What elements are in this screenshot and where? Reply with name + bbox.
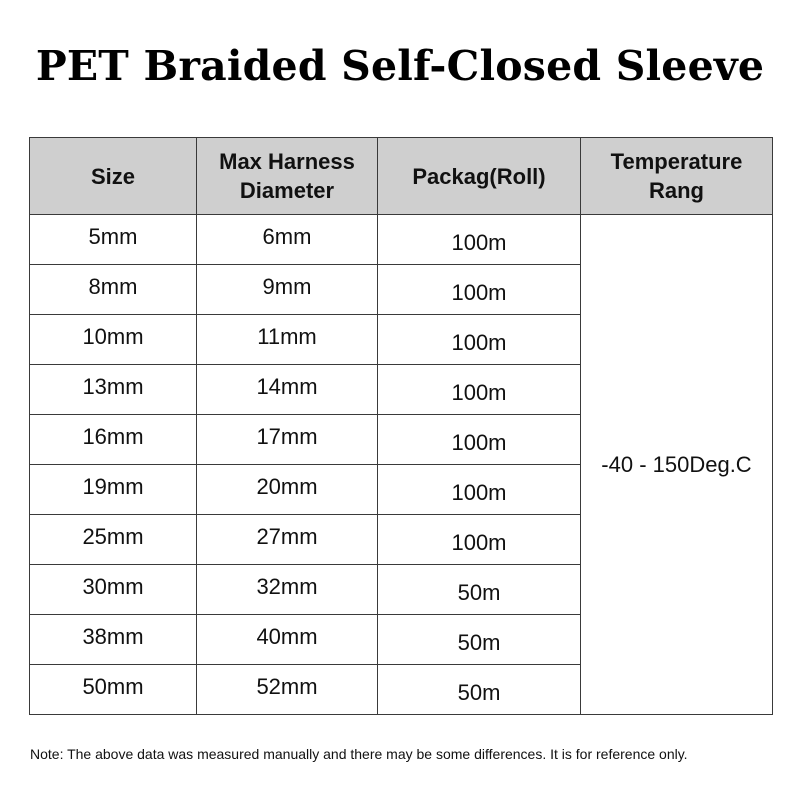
diameter-cell [197, 215, 378, 265]
size-cell [30, 415, 197, 465]
package-value: 100m [451, 279, 507, 305]
size-value: 16mm [82, 423, 144, 449]
diameter-cell [197, 615, 378, 665]
header-temperature-line1: Temperature [610, 149, 743, 174]
size-value: 8mm [88, 273, 138, 299]
size-cell [30, 215, 197, 265]
header-size-label: Size [90, 163, 136, 189]
header-diameter-line2: Diameter [239, 178, 335, 203]
package-cell [378, 265, 581, 315]
size-value: 10mm [82, 323, 144, 349]
diameter-cell [197, 315, 378, 365]
header-temperature-line2: Rang [649, 178, 704, 203]
size-value: 38mm [82, 623, 144, 649]
size-value: 13mm [82, 373, 144, 399]
size-cell [30, 615, 197, 665]
package-cell [378, 315, 581, 365]
package-cell [378, 565, 581, 615]
diameter-value: 6mm [262, 223, 312, 249]
diameter-value: 32mm [256, 573, 318, 599]
table-header-row [30, 138, 773, 215]
reference-note: Note: The above data was measured manually and there may be some differences. It is for reference only. [30, 746, 688, 762]
package-value: 100m [451, 429, 507, 455]
size-value: 5mm [88, 223, 138, 249]
temperature-cell [581, 215, 773, 715]
package-cell [378, 465, 581, 515]
table-row [30, 215, 773, 265]
package-cell [378, 665, 581, 715]
size-cell [30, 565, 197, 615]
package-value: 100m [451, 379, 507, 405]
package-value: 100m [451, 229, 507, 255]
header-diameter-line1: Max Harness [219, 149, 355, 174]
diameter-value: 9mm [262, 273, 312, 299]
diameter-cell [197, 365, 378, 415]
diameter-value: 11mm [257, 323, 317, 349]
package-value: 50m [457, 579, 501, 605]
diameter-value: 52mm [256, 673, 318, 699]
package-value: 100m [451, 329, 507, 355]
package-cell [378, 215, 581, 265]
diameter-cell [197, 265, 378, 315]
diameter-cell [197, 565, 378, 615]
size-value: 25mm [82, 523, 144, 549]
page-title: PET Braided Self-Closed Sleeve [35, 42, 765, 90]
package-cell [378, 515, 581, 565]
diameter-value: 40mm [256, 623, 318, 649]
header-diameter [197, 138, 378, 215]
package-value: 100m [451, 479, 507, 505]
diameter-value: 27mm [256, 523, 318, 549]
diameter-value: 17mm [256, 423, 318, 449]
header-package [378, 138, 581, 215]
package-cell [378, 615, 581, 665]
diameter-cell [197, 465, 378, 515]
diameter-cell [197, 415, 378, 465]
diameter-value: 14mm [256, 373, 318, 399]
package-value: 50m [457, 679, 501, 705]
size-value: 19mm [82, 473, 144, 499]
diameter-cell [197, 665, 378, 715]
spec-table [29, 137, 773, 715]
diameter-cell [197, 515, 378, 565]
header-size [30, 138, 197, 215]
package-value: 50m [457, 629, 501, 655]
size-cell [30, 665, 197, 715]
size-value: 50mm [82, 673, 144, 699]
size-cell [30, 515, 197, 565]
diameter-value: 20mm [256, 473, 318, 499]
size-value: 30mm [82, 573, 144, 599]
package-value: 100m [451, 529, 507, 555]
size-cell [30, 265, 197, 315]
header-temperature [581, 138, 773, 215]
size-cell [30, 315, 197, 365]
package-cell [378, 365, 581, 415]
size-cell [30, 365, 197, 415]
package-cell [378, 415, 581, 465]
header-package-label: Packag(Roll) [412, 163, 546, 189]
size-cell [30, 465, 197, 515]
temperature-value: -40 - 150Deg.C [601, 451, 752, 477]
